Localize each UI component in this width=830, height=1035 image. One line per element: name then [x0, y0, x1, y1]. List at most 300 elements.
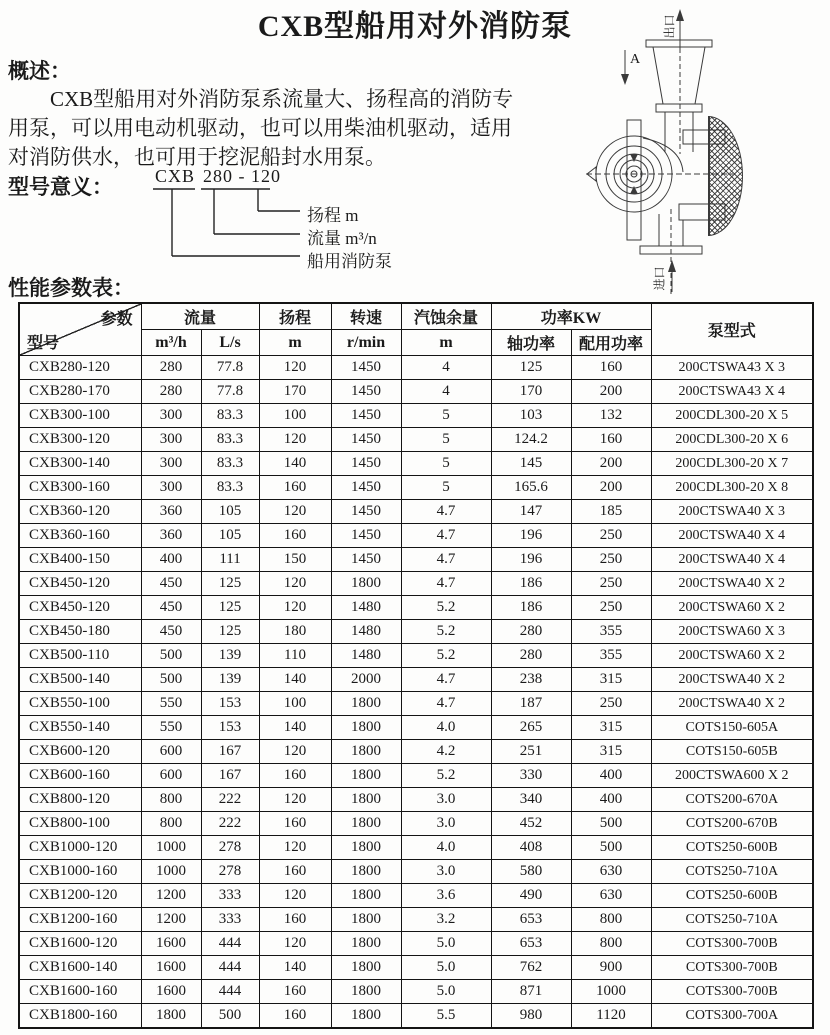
model-code-prefix: CXB [155, 166, 196, 186]
value-cell: 145 [491, 452, 571, 476]
model-cell: CXB1000-120 [19, 836, 141, 860]
value-cell: 300 [141, 452, 201, 476]
value-cell: 3.0 [401, 788, 491, 812]
model-cell: CXB300-160 [19, 476, 141, 500]
value-cell: 2000 [331, 668, 401, 692]
header-power-group: 功率KW [491, 303, 651, 330]
model-cell: CXB300-100 [19, 404, 141, 428]
table-body [19, 356, 813, 1029]
value-cell: 630 [571, 884, 651, 908]
pump-type-cell: 200CTSWA60 X 2 [651, 596, 813, 620]
table-row [19, 740, 813, 764]
value-cell: 5.2 [401, 620, 491, 644]
performance-table-heading: 性能参数表： [8, 276, 134, 300]
value-cell: 1800 [331, 692, 401, 716]
model-cell: CXB1600-140 [19, 956, 141, 980]
pump-type-cell: COTS300-700B [651, 956, 813, 980]
value-cell: 132 [571, 404, 651, 428]
table-row [19, 596, 813, 620]
model-cell: CXB550-140 [19, 716, 141, 740]
table-row [19, 908, 813, 932]
value-cell: 120 [259, 884, 331, 908]
value-cell: 160 [259, 524, 331, 548]
value-cell: 250 [571, 524, 651, 548]
performance-table [18, 302, 814, 1029]
value-cell: 124.2 [491, 428, 571, 452]
corner-header-cell [19, 303, 141, 356]
table-row [19, 716, 813, 740]
value-cell: 278 [201, 836, 259, 860]
value-cell: 5.0 [401, 956, 491, 980]
value-cell: 280 [491, 644, 571, 668]
table-row [19, 500, 813, 524]
model-cell: CXB550-100 [19, 692, 141, 716]
value-cell: 360 [141, 524, 201, 548]
model-cell: CXB450-120 [19, 596, 141, 620]
header-flow-ls: L/s [201, 330, 259, 356]
table-row [19, 692, 813, 716]
value-cell: 4.7 [401, 500, 491, 524]
value-cell: 500 [571, 812, 651, 836]
value-cell: 110 [259, 644, 331, 668]
model-cell: CXB360-160 [19, 524, 141, 548]
header-npsh-unit: m [401, 330, 491, 356]
value-cell: 120 [259, 572, 331, 596]
table-row [19, 1004, 813, 1029]
value-cell: 1800 [331, 716, 401, 740]
value-cell: 450 [141, 596, 201, 620]
model-cell: CXB1600-120 [19, 932, 141, 956]
value-cell: 1800 [331, 932, 401, 956]
value-cell: 77.8 [201, 380, 259, 404]
value-cell: 871 [491, 980, 571, 1004]
value-cell: 580 [491, 860, 571, 884]
value-cell: 5.5 [401, 1004, 491, 1029]
value-cell: 1600 [141, 956, 201, 980]
pump-type-cell: 200CDL300-20 X 5 [651, 404, 813, 428]
value-cell: 4.0 [401, 716, 491, 740]
value-cell: 167 [201, 764, 259, 788]
value-cell: 500 [201, 1004, 259, 1029]
value-cell: 160 [259, 476, 331, 500]
table-row [19, 860, 813, 884]
overview-line: 用泵，可以用电动机驱动，也可以用柴油机驱动，适用 [8, 116, 512, 140]
value-cell: 120 [259, 596, 331, 620]
value-cell: 1800 [331, 764, 401, 788]
value-cell: 5.0 [401, 932, 491, 956]
value-cell: 1800 [331, 1004, 401, 1029]
pump-type-cell: 200CTSWA40 X 3 [651, 500, 813, 524]
table-row [19, 524, 813, 548]
value-cell: 250 [571, 596, 651, 620]
section-a-label: A [630, 52, 641, 67]
header-flow-group: 流量 [141, 303, 259, 330]
value-cell: 5 [401, 404, 491, 428]
value-cell: 500 [141, 644, 201, 668]
value-cell: 3.0 [401, 860, 491, 884]
value-cell: 333 [201, 884, 259, 908]
value-cell: 1450 [331, 404, 401, 428]
value-cell: 180 [259, 620, 331, 644]
value-cell: 5.2 [401, 644, 491, 668]
table-row [19, 404, 813, 428]
value-cell: 1000 [571, 980, 651, 1004]
value-cell: 400 [571, 788, 651, 812]
value-cell: 200 [571, 380, 651, 404]
header-row-1 [19, 303, 813, 330]
model-label-marine-fire-pump: 船用消防泵 [307, 252, 392, 271]
value-cell: 280 [491, 620, 571, 644]
table-row [19, 548, 813, 572]
value-cell: 452 [491, 812, 571, 836]
value-cell: 125 [201, 572, 259, 596]
pump-type-cell: COTS250-600B [651, 884, 813, 908]
header-speed-unit: r/min [331, 330, 401, 356]
model-cell: CXB360-120 [19, 500, 141, 524]
value-cell: 167 [201, 740, 259, 764]
header-pump-type: 泵型式 [651, 303, 813, 356]
value-cell: 444 [201, 956, 259, 980]
value-cell: 250 [571, 692, 651, 716]
model-cell: CXB1800-160 [19, 1004, 141, 1029]
model-meaning-diagram [0, 163, 500, 273]
header-speed: 转速 [331, 303, 401, 330]
value-cell: 4.7 [401, 524, 491, 548]
value-cell: 900 [571, 956, 651, 980]
model-cell: CXB800-100 [19, 812, 141, 836]
value-cell: 103 [491, 404, 571, 428]
model-cell: CXB600-160 [19, 764, 141, 788]
model-cell: CXB500-140 [19, 668, 141, 692]
table-row [19, 788, 813, 812]
pump-type-cell: 200CTSWA40 X 2 [651, 668, 813, 692]
value-cell: 1200 [141, 908, 201, 932]
value-cell: 160 [259, 1004, 331, 1029]
value-cell: 1600 [141, 932, 201, 956]
model-label-head: 扬程 m [307, 206, 359, 225]
value-cell: 630 [571, 860, 651, 884]
value-cell: 196 [491, 548, 571, 572]
value-cell: 125 [201, 596, 259, 620]
model-meaning-heading: 型号意义： [8, 175, 113, 199]
value-cell: 4 [401, 380, 491, 404]
value-cell: 1800 [331, 860, 401, 884]
pump-technical-drawing [583, 4, 823, 302]
value-cell: 125 [491, 356, 571, 380]
table-row [19, 812, 813, 836]
value-cell: 185 [571, 500, 651, 524]
value-cell: 160 [259, 860, 331, 884]
value-cell: 83.3 [201, 428, 259, 452]
value-cell: 4.7 [401, 668, 491, 692]
header-rated-power: 配用功率 [571, 330, 651, 356]
value-cell: 4.0 [401, 836, 491, 860]
corner-label-model: 型号 [27, 335, 60, 352]
model-cell: CXB400-150 [19, 548, 141, 572]
overview-heading: 概述： [8, 59, 71, 83]
value-cell: 408 [491, 836, 571, 860]
value-cell: 500 [141, 668, 201, 692]
value-cell: 170 [491, 380, 571, 404]
value-cell: 1450 [331, 500, 401, 524]
pump-type-cell: COTS200-670A [651, 788, 813, 812]
value-cell: 1800 [331, 980, 401, 1004]
value-cell: 1450 [331, 380, 401, 404]
value-cell: 120 [259, 500, 331, 524]
value-cell: 120 [259, 836, 331, 860]
value-cell: 3.2 [401, 908, 491, 932]
value-cell: 186 [491, 572, 571, 596]
value-cell: 147 [491, 500, 571, 524]
value-cell: 1450 [331, 428, 401, 452]
table-row [19, 884, 813, 908]
table-row [19, 620, 813, 644]
value-cell: 315 [571, 716, 651, 740]
header-head-unit: m [259, 330, 331, 356]
value-cell: 186 [491, 596, 571, 620]
value-cell: 1480 [331, 644, 401, 668]
value-cell: 265 [491, 716, 571, 740]
value-cell: 160 [259, 764, 331, 788]
overview-line: 对消防供水，也可用于挖泥船封水用泵。 [8, 145, 386, 169]
value-cell: 5.2 [401, 596, 491, 620]
table-row [19, 836, 813, 860]
value-cell: 105 [201, 524, 259, 548]
value-cell: 300 [141, 404, 201, 428]
pump-type-cell: COTS150-605A [651, 716, 813, 740]
value-cell: 315 [571, 668, 651, 692]
value-cell: 400 [571, 764, 651, 788]
value-cell: 196 [491, 524, 571, 548]
header-shaft-power: 轴功率 [491, 330, 571, 356]
value-cell: 1480 [331, 596, 401, 620]
model-cell: CXB1000-160 [19, 860, 141, 884]
value-cell: 160 [259, 812, 331, 836]
value-cell: 1800 [331, 812, 401, 836]
value-cell: 3.6 [401, 884, 491, 908]
table-row [19, 452, 813, 476]
value-cell: 150 [259, 548, 331, 572]
value-cell: 1800 [331, 956, 401, 980]
pump-type-cell: 200CTSWA43 X 3 [651, 356, 813, 380]
value-cell: 800 [141, 788, 201, 812]
value-cell: 153 [201, 692, 259, 716]
value-cell: 550 [141, 692, 201, 716]
value-cell: 315 [571, 740, 651, 764]
model-cell: CXB1200-160 [19, 908, 141, 932]
pump-type-cell: 200CTSWA60 X 3 [651, 620, 813, 644]
table-row [19, 356, 813, 380]
value-cell: 1450 [331, 524, 401, 548]
value-cell: 77.8 [201, 356, 259, 380]
model-code-number: 280 - 120 [203, 166, 281, 186]
value-cell: 5 [401, 476, 491, 500]
model-cell: CXB280-120 [19, 356, 141, 380]
value-cell: 762 [491, 956, 571, 980]
overview-paragraph [8, 85, 583, 172]
value-cell: 100 [259, 692, 331, 716]
value-cell: 222 [201, 788, 259, 812]
model-label-flow: 流量 m³/n [307, 229, 377, 248]
value-cell: 120 [259, 356, 331, 380]
value-cell: 120 [259, 788, 331, 812]
overview-line: CXB型船用对外消防泵系流量大、扬程高的消防专 [50, 87, 514, 111]
pump-type-cell: COTS200-670B [651, 812, 813, 836]
value-cell: 140 [259, 452, 331, 476]
value-cell: 140 [259, 956, 331, 980]
value-cell: 355 [571, 644, 651, 668]
value-cell: 450 [141, 620, 201, 644]
pump-type-cell: 200CTSWA600 X 2 [651, 764, 813, 788]
value-cell: 5.0 [401, 980, 491, 1004]
value-cell: 1120 [571, 1004, 651, 1029]
pump-outline [583, 4, 823, 302]
value-cell: 5 [401, 428, 491, 452]
value-cell: 83.3 [201, 476, 259, 500]
value-cell: 111 [201, 548, 259, 572]
value-cell: 400 [141, 548, 201, 572]
value-cell: 5.2 [401, 764, 491, 788]
pump-type-cell: COTS300-700B [651, 980, 813, 1004]
pump-type-cell: 200CTSWA40 X 4 [651, 524, 813, 548]
model-cell: CXB280-170 [19, 380, 141, 404]
value-cell: 800 [141, 812, 201, 836]
value-cell: 1800 [331, 908, 401, 932]
table-row [19, 428, 813, 452]
model-cell: CXB1600-160 [19, 980, 141, 1004]
pump-type-cell: COTS250-710A [651, 908, 813, 932]
pump-type-cell: COTS250-710A [651, 860, 813, 884]
value-cell: 3.0 [401, 812, 491, 836]
table-row [19, 380, 813, 404]
value-cell: 140 [259, 716, 331, 740]
value-cell: 600 [141, 740, 201, 764]
value-cell: 250 [571, 572, 651, 596]
value-cell: 1200 [141, 884, 201, 908]
pump-type-cell: 200CDL300-20 X 6 [651, 428, 813, 452]
pump-type-cell: 200CTSWA40 X 2 [651, 692, 813, 716]
value-cell: 800 [571, 932, 651, 956]
value-cell: 100 [259, 404, 331, 428]
value-cell: 160 [571, 428, 651, 452]
value-cell: 200 [571, 452, 651, 476]
value-cell: 238 [491, 668, 571, 692]
value-cell: 1800 [331, 836, 401, 860]
outlet-label: 出口 [662, 14, 677, 39]
value-cell: 280 [141, 356, 201, 380]
value-cell: 200 [571, 476, 651, 500]
value-cell: 1450 [331, 452, 401, 476]
pump-type-cell: 200CTSWA40 X 4 [651, 548, 813, 572]
value-cell: 980 [491, 1004, 571, 1029]
table-row [19, 668, 813, 692]
table-row [19, 980, 813, 1004]
table-row [19, 572, 813, 596]
value-cell: 251 [491, 740, 571, 764]
value-cell: 280 [141, 380, 201, 404]
table-row [19, 956, 813, 980]
value-cell: 600 [141, 764, 201, 788]
value-cell: 355 [571, 620, 651, 644]
pump-type-cell: 200CTSWA43 X 4 [651, 380, 813, 404]
value-cell: 1450 [331, 476, 401, 500]
value-cell: 1800 [331, 740, 401, 764]
value-cell: 490 [491, 884, 571, 908]
table-row [19, 932, 813, 956]
model-cell: CXB600-120 [19, 740, 141, 764]
value-cell: 139 [201, 668, 259, 692]
value-cell: 800 [571, 908, 651, 932]
value-cell: 187 [491, 692, 571, 716]
value-cell: 1000 [141, 860, 201, 884]
value-cell: 160 [259, 980, 331, 1004]
value-cell: 125 [201, 620, 259, 644]
value-cell: 4.7 [401, 548, 491, 572]
header-flow-m3h: m³/h [141, 330, 201, 356]
value-cell: 1000 [141, 836, 201, 860]
value-cell: 300 [141, 428, 201, 452]
value-cell: 120 [259, 428, 331, 452]
value-cell: 105 [201, 500, 259, 524]
value-cell: 120 [259, 932, 331, 956]
pump-type-cell: COTS300-700A [651, 1004, 813, 1029]
value-cell: 139 [201, 644, 259, 668]
model-cell: CXB800-120 [19, 788, 141, 812]
value-cell: 1800 [331, 884, 401, 908]
table-row [19, 764, 813, 788]
value-cell: 550 [141, 716, 201, 740]
value-cell: 120 [259, 740, 331, 764]
model-cell: CXB450-120 [19, 572, 141, 596]
pump-type-cell: 200CTSWA40 X 2 [651, 572, 813, 596]
value-cell: 83.3 [201, 452, 259, 476]
pump-type-cell: 200CDL300-20 X 8 [651, 476, 813, 500]
value-cell: 653 [491, 908, 571, 932]
value-cell: 4.7 [401, 692, 491, 716]
model-cell: CXB500-110 [19, 644, 141, 668]
value-cell: 444 [201, 980, 259, 1004]
value-cell: 160 [259, 908, 331, 932]
value-cell: 300 [141, 476, 201, 500]
model-cell: CXB300-140 [19, 452, 141, 476]
header-head: 扬程 [259, 303, 331, 330]
value-cell: 1600 [141, 980, 201, 1004]
value-cell: 160 [571, 356, 651, 380]
value-cell: 165.6 [491, 476, 571, 500]
value-cell: 140 [259, 668, 331, 692]
value-cell: 4 [401, 356, 491, 380]
pump-type-cell: COTS250-600B [651, 836, 813, 860]
page-title: CXB型船用对外消防泵 [257, 10, 573, 43]
value-cell: 1450 [331, 356, 401, 380]
value-cell: 450 [141, 572, 201, 596]
pump-type-cell: 200CDL300-20 X 7 [651, 452, 813, 476]
value-cell: 330 [491, 764, 571, 788]
value-cell: 653 [491, 932, 571, 956]
value-cell: 444 [201, 932, 259, 956]
value-cell: 360 [141, 500, 201, 524]
value-cell: 5 [401, 452, 491, 476]
model-cell: CXB300-120 [19, 428, 141, 452]
pump-type-cell: COTS300-700B [651, 932, 813, 956]
model-cell: CXB1200-120 [19, 884, 141, 908]
value-cell: 153 [201, 716, 259, 740]
value-cell: 170 [259, 380, 331, 404]
value-cell: 83.3 [201, 404, 259, 428]
pump-type-cell: COTS150-605B [651, 740, 813, 764]
corner-label-parameter: 参数 [100, 311, 133, 328]
model-cell: CXB450-180 [19, 620, 141, 644]
